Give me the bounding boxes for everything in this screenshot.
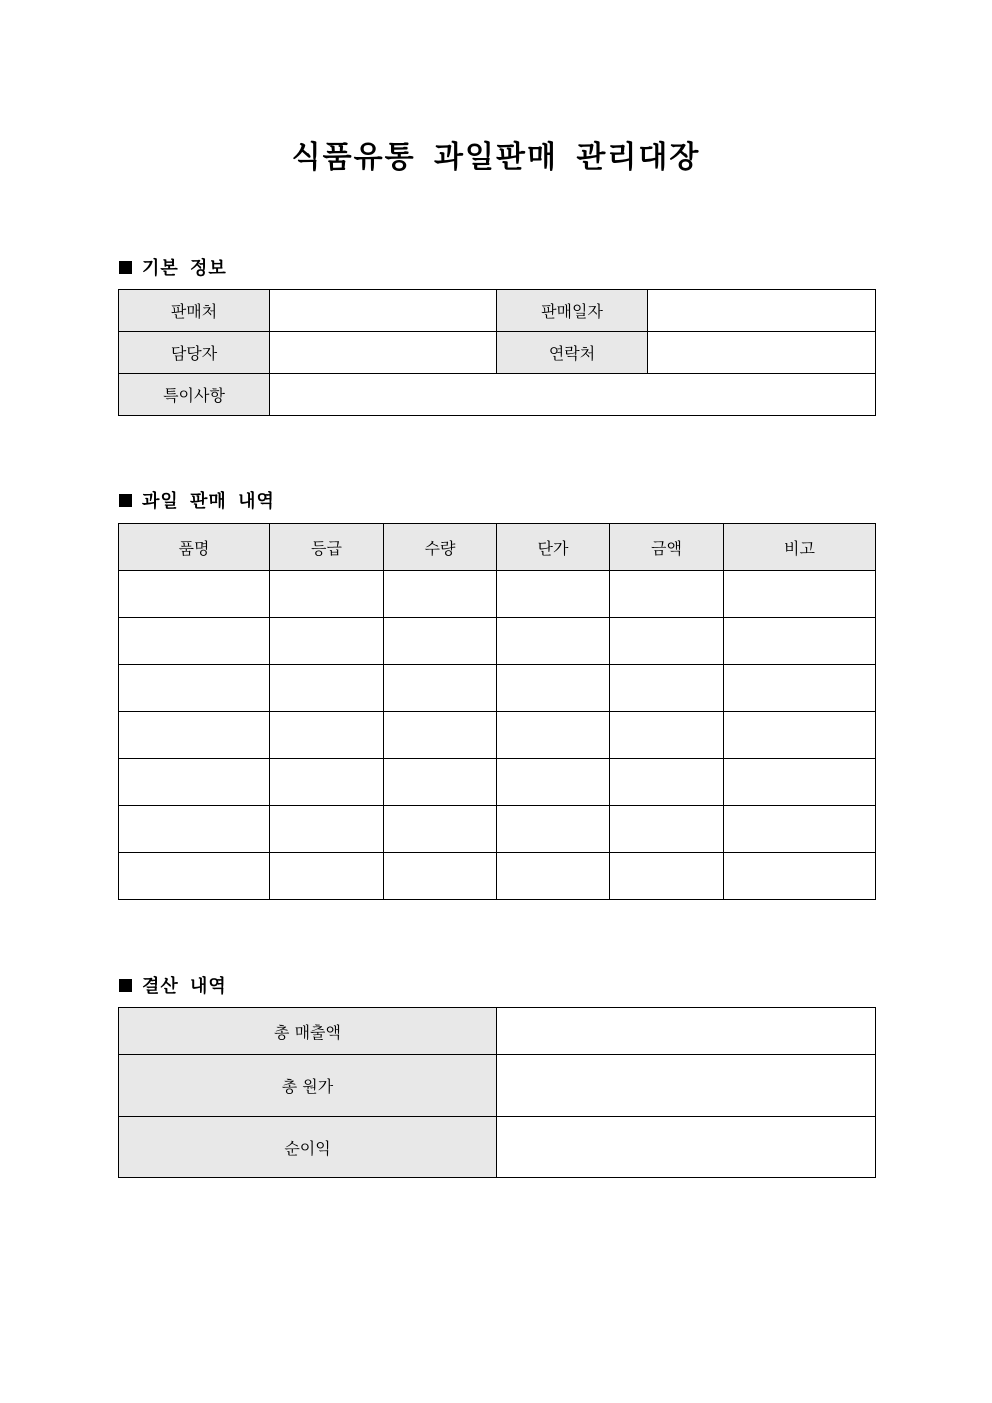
- table-row: [119, 712, 876, 759]
- manager-field[interactable]: [270, 332, 497, 374]
- notes-label: 특이사항: [119, 374, 270, 416]
- quantity-cell[interactable]: [384, 759, 497, 806]
- quantity-cell[interactable]: [384, 618, 497, 665]
- quantity-cell[interactable]: [384, 853, 497, 900]
- table-row: [119, 571, 876, 618]
- remarks-cell[interactable]: [724, 759, 876, 806]
- sales-header-row: [119, 524, 876, 571]
- square-bullet-icon: [119, 494, 132, 507]
- column-header-remarks: 비고: [724, 524, 876, 571]
- table-row: [119, 759, 876, 806]
- basic-info-heading-text: 기본 정보: [142, 258, 227, 279]
- net-profit-field[interactable]: [497, 1117, 876, 1178]
- sale-date-label: 판매일자: [497, 290, 648, 332]
- item-cell[interactable]: [119, 618, 270, 665]
- grade-cell[interactable]: [270, 665, 384, 712]
- column-header-amount: 금액: [610, 524, 724, 571]
- amount-cell[interactable]: [610, 571, 724, 618]
- remarks-cell[interactable]: [724, 712, 876, 759]
- amount-cell[interactable]: [610, 712, 724, 759]
- remarks-cell[interactable]: [724, 618, 876, 665]
- settlement-table: [118, 1007, 876, 1178]
- total-sales-field[interactable]: [497, 1008, 876, 1055]
- remarks-cell[interactable]: [724, 571, 876, 618]
- column-header-unit-price: 단가: [497, 524, 610, 571]
- table-row: [119, 618, 876, 665]
- item-cell[interactable]: [119, 806, 270, 853]
- sales-table: [118, 523, 876, 900]
- column-header-grade: 등급: [270, 524, 384, 571]
- quantity-cell[interactable]: [384, 712, 497, 759]
- table-row: [119, 853, 876, 900]
- net-profit-label: 순이익: [119, 1117, 497, 1178]
- sale-date-field[interactable]: [648, 290, 876, 332]
- total-cost-field[interactable]: [497, 1055, 876, 1117]
- total-cost-label: 총 원가: [119, 1055, 497, 1117]
- amount-cell[interactable]: [610, 806, 724, 853]
- grade-cell[interactable]: [270, 759, 384, 806]
- item-cell[interactable]: [119, 853, 270, 900]
- basic-info-heading: [119, 254, 227, 280]
- unit-price-cell[interactable]: [497, 571, 610, 618]
- item-cell[interactable]: [119, 571, 270, 618]
- square-bullet-icon: [119, 979, 132, 992]
- item-cell[interactable]: [119, 712, 270, 759]
- manager-label: 담당자: [119, 332, 270, 374]
- settlement-heading-text: 결산 내역: [142, 976, 227, 997]
- grade-cell[interactable]: [270, 806, 384, 853]
- amount-cell[interactable]: [610, 665, 724, 712]
- unit-price-cell[interactable]: [497, 665, 610, 712]
- contact-label: 연락처: [497, 332, 648, 374]
- quantity-cell[interactable]: [384, 806, 497, 853]
- seller-field[interactable]: [270, 290, 497, 332]
- remarks-cell[interactable]: [724, 806, 876, 853]
- unit-price-cell[interactable]: [497, 806, 610, 853]
- amount-cell[interactable]: [610, 759, 724, 806]
- table-row: [119, 665, 876, 712]
- sales-heading-text: 과일 판매 내역: [142, 491, 275, 512]
- seller-label: 판매처: [119, 290, 270, 332]
- page-title: 식품유통 과일판매 관리대장: [291, 140, 701, 175]
- total-sales-label: 총 매출액: [119, 1008, 497, 1055]
- notes-field[interactable]: [270, 374, 876, 416]
- column-header-item: 품명: [119, 524, 270, 571]
- item-cell[interactable]: [119, 759, 270, 806]
- grade-cell[interactable]: [270, 571, 384, 618]
- table-row: [119, 806, 876, 853]
- grade-cell[interactable]: [270, 712, 384, 759]
- amount-cell[interactable]: [610, 618, 724, 665]
- unit-price-cell[interactable]: [497, 853, 610, 900]
- grade-cell[interactable]: [270, 618, 384, 665]
- sales-heading: [119, 487, 275, 513]
- quantity-cell[interactable]: [384, 571, 497, 618]
- quantity-cell[interactable]: [384, 665, 497, 712]
- unit-price-cell[interactable]: [497, 759, 610, 806]
- contact-field[interactable]: [648, 332, 876, 374]
- column-header-quantity: 수량: [384, 524, 497, 571]
- unit-price-cell[interactable]: [497, 618, 610, 665]
- remarks-cell[interactable]: [724, 853, 876, 900]
- grade-cell[interactable]: [270, 853, 384, 900]
- item-cell[interactable]: [119, 665, 270, 712]
- remarks-cell[interactable]: [724, 665, 876, 712]
- unit-price-cell[interactable]: [497, 712, 610, 759]
- square-bullet-icon: [119, 261, 132, 274]
- amount-cell[interactable]: [610, 853, 724, 900]
- settlement-heading: [119, 972, 227, 998]
- basic-info-table: [118, 289, 876, 416]
